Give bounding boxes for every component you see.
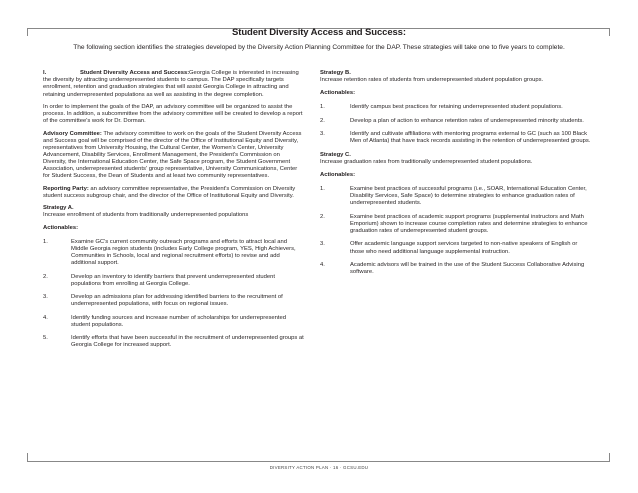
- section-body: Georgia College is interested in increasing the diversity by attracting underrepresented students to campus. The DAP specifically targets enrollment, retention and graduation strategies that will assist Georgia College in attracting and retaining underrepresented populations as well as assisting in the degree completion.: [43, 70, 299, 98]
- list-item: [43, 335, 305, 349]
- item-text: Identify efforts that have been successful in the recruitment of underrepresented groups at Georgia College for increased support.: [71, 335, 304, 349]
- advisory-para: [43, 131, 305, 181]
- list-item: [43, 315, 305, 329]
- item-number: 4.: [320, 261, 325, 268]
- list-item: [320, 104, 592, 111]
- item-number: 3.: [320, 131, 325, 138]
- strategy-c-desc: Increase graduation rates from traditionally underrepresented student populations.: [320, 158, 533, 165]
- list-item: [320, 186, 592, 207]
- item-text: Examine best practices of successful programs (i.e., SOAR, International Education Center, Disability Services, Safe Space) to determine strategies to enhance graduation rates of underrepresented students.: [350, 186, 587, 207]
- section-roman: I.: [43, 70, 47, 76]
- bottom-rule: [27, 461, 610, 462]
- item-number: 4.: [43, 314, 48, 321]
- list-item: [320, 118, 592, 125]
- strategy-c-title: Strategy C.: [320, 151, 351, 158]
- actionables-b-label: Actionables:: [320, 90, 356, 97]
- strategy-a-title: Strategy A.: [43, 205, 74, 212]
- item-text: Develop a plan of action to enhance retention rates of underrepresented minority students.: [350, 117, 584, 124]
- item-text: Develop an admissions plan for addressing identified barriers to the recruitment of underrepresented populations, with focus on regional issues.: [71, 294, 283, 308]
- advisory-label: Advisory Committee:: [43, 130, 102, 137]
- reporting-para: [43, 186, 305, 200]
- item-number: 2.: [320, 117, 325, 124]
- list-item: [320, 214, 592, 235]
- actionables-a-label: Actionables:: [43, 225, 79, 232]
- section-body-para: [43, 70, 305, 99]
- item-number: 5.: [43, 335, 48, 342]
- item-text: Develop an inventory to identify barriers that prevent underrepresented student populations from enrolling at Georgia College.: [71, 273, 276, 287]
- item-text: Examine best practices of academic support programs (supplemental instructors and Math Emporium) shown to increase course completion rates and determine strategies to enhance graduation rates of underrepresented student groups.: [350, 213, 588, 235]
- strategy-b: [320, 70, 592, 84]
- item-text: Identify and cultivate affiliations with mentoring programs external to GC (such as 100 Black Men of Atlanta) that have track records assisting in the retention of underrepresented groups.: [350, 131, 591, 145]
- item-number: 1.: [320, 186, 325, 193]
- list-item: [43, 294, 305, 308]
- strategy-a-desc: Increase enrollment of students from traditionally underrepresented populations: [43, 212, 249, 219]
- item-text: Offer academic language support services targeted to non-native speakers of English or those who need additional language supplemental instruction.: [350, 241, 578, 255]
- item-text: Examine GC's current community outreach programs and efforts to attract local and Middle Georgia region students (includes Early College program, YES, High Achievers, Communities in Schools, local and regional recruitment efforts) to revise and add additional support.: [71, 238, 296, 267]
- left-column: [43, 70, 305, 356]
- right-column: [320, 70, 592, 282]
- item-number: 2.: [43, 273, 48, 280]
- reporting-label: Reporting Party:: [43, 185, 89, 192]
- implementation-para: In order to implement the goals of the DAP, an advisory committee will be organized to assist the process. In addition, a subcommittee from the advisory committee will be created to develop a report of the committee's work for Dr. Dorman.: [43, 103, 303, 125]
- item-number: 1.: [320, 104, 325, 111]
- intro-text: The following section identifies the strategies developed by the Diversity Action Planning Committee for the DAP. These strategies will take one to five years to complete.: [73, 44, 565, 51]
- corner-mark: [27, 453, 38, 461]
- item-number: 3.: [43, 294, 48, 301]
- list-item: [43, 274, 305, 288]
- strategy-b-title: Strategy B.: [320, 70, 351, 76]
- actionables-c-label: Actionables:: [320, 171, 356, 178]
- strategy-b-desc: Increase retention rates of students from underrepresented student population groups.: [320, 77, 544, 84]
- item-number: 1.: [43, 238, 48, 245]
- page-footer: DIVERSITY ACTION PLAN · 16 · GCSU.EDU: [269, 465, 369, 470]
- list-item: [320, 241, 592, 255]
- reporting-body: an advisory committee representative, the President's Commission on Diversity student success subgroup chair, and the director of the Office of Institutional Equity and Diversity.: [43, 185, 296, 199]
- item-number: 3.: [320, 241, 325, 248]
- section-title: Student Diversity Access and Success:: [80, 70, 190, 76]
- item-text: Identify campus best practices for retaining underrepresented student populations.: [350, 104, 563, 111]
- list-item: [320, 131, 592, 145]
- page-title: Student Diversity Access and Success:: [232, 27, 406, 38]
- strategy-c: [320, 152, 592, 166]
- strategy-a: [43, 205, 305, 219]
- list-item: [320, 262, 592, 276]
- item-text: Identify funding sources and increase number of scholarships for underrepresented student populations.: [71, 314, 287, 328]
- item-number: 2.: [320, 213, 325, 220]
- list-item: [43, 239, 305, 268]
- advisory-body: The advisory committee to work on the goals of the Student Diversity Access and Success goal will be comprised of the director of the Office of Institutional Equity and Diversity, representatives from University Housing, the Cultural Center, the Women's Center, University Advancement, Disability Services, Enrollment Management, the President's Commission on Diversity, the International Education Center, the Safe Space program, the Student Government Association, underrepresented students' group representative, University Communications, Center for Student Success, the Dean of Students and at least two community representatives.: [43, 130, 302, 180]
- corner-mark: [609, 453, 620, 461]
- item-text: Academic advisors will be trained in the use of the Student Success Collaborative Advising software.: [350, 261, 585, 276]
